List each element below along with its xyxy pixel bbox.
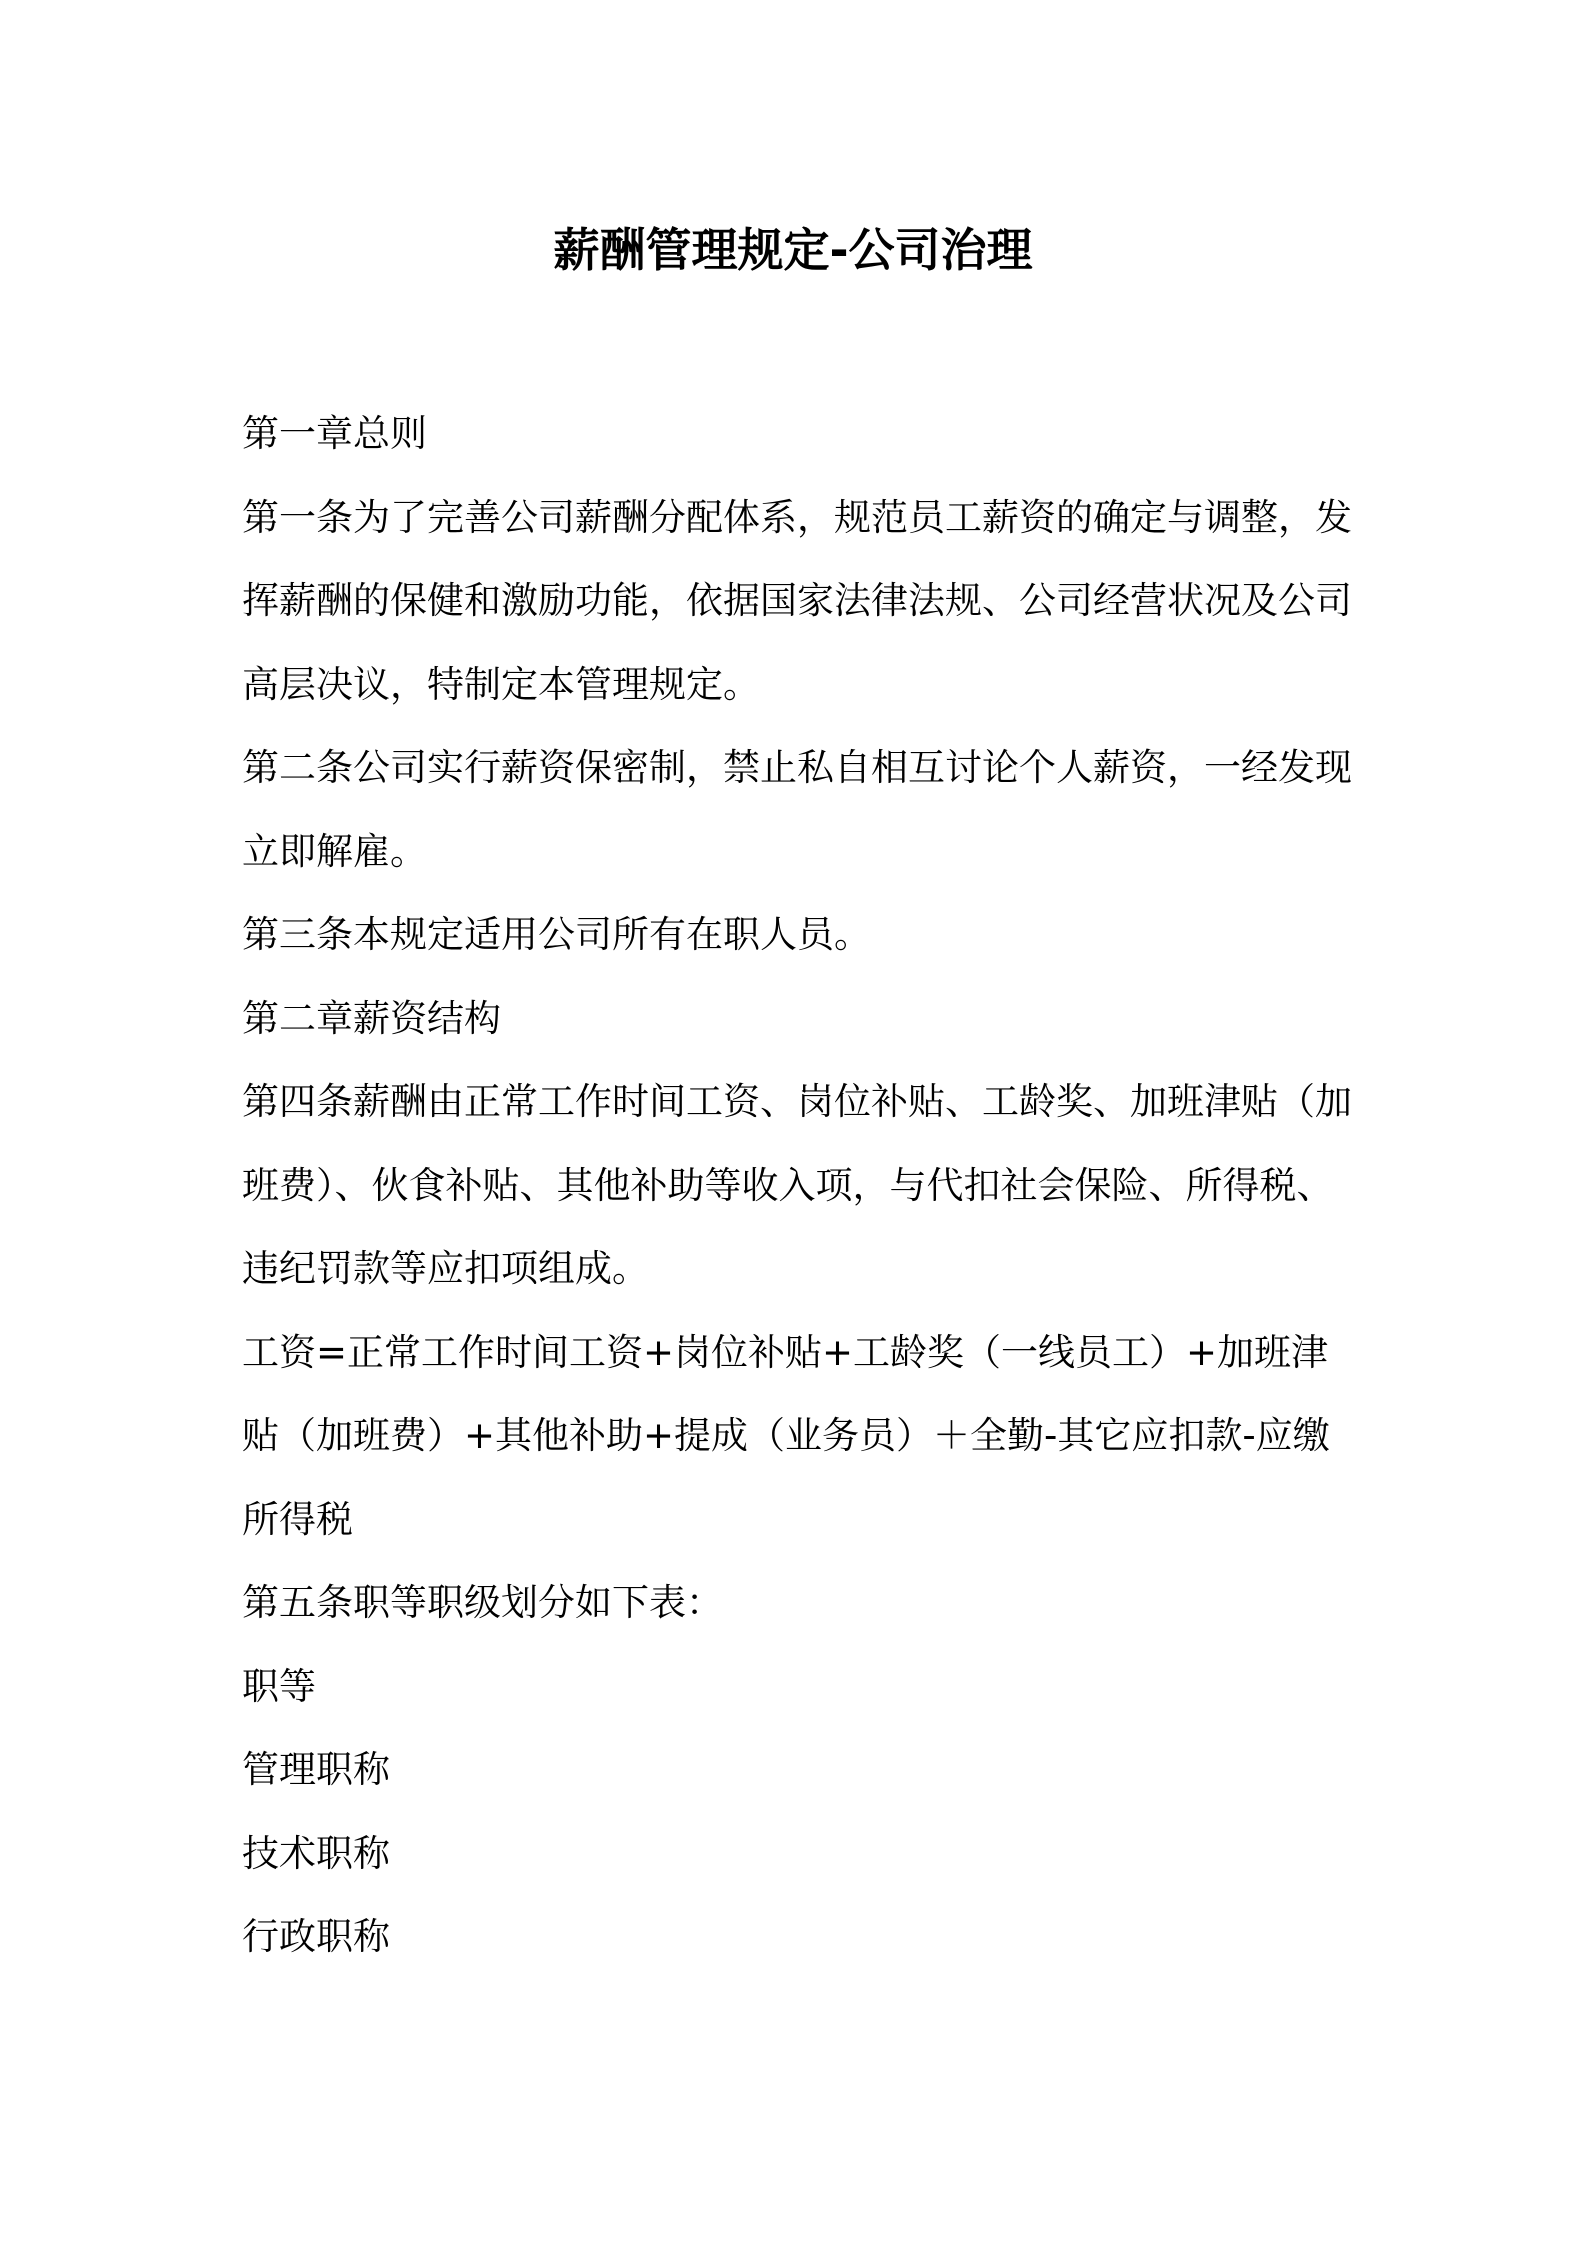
article-4: 第四条薪酬由正常工作时间工资、岗位补贴、工龄奖、加班津贴（加班费）、伙食补贴、其他补助等收入项，与代扣社会保险、所得税、违纪罚款等应扣项组成。 bbox=[242, 1080, 1352, 1290]
technical-title-label: 技术职称 bbox=[242, 1831, 390, 1875]
chapter-2-heading: 第二章薪资结构 bbox=[242, 996, 501, 1040]
article-3: 第三条本规定适用公司所有在职人员。 bbox=[242, 913, 871, 956]
chapter-1-heading: 第一章总则 bbox=[242, 412, 427, 455]
article-1: 第一条为了完善公司薪酬分配体系，规范员工薪资的确定与调整，发挥薪酬的保健和激励功能，依据国家法律法规、公司经营状况及公司高层决议，特制定本管理规定。 bbox=[242, 495, 1352, 706]
document-body bbox=[242, 392, 1362, 1979]
grade-label: 职等 bbox=[242, 1664, 316, 1708]
management-title-label: 管理职称 bbox=[242, 1748, 390, 1791]
administrative-title-label: 行政职称 bbox=[242, 1915, 390, 1958]
article-2: 第二条公司实行薪资保密制，禁止私自相互讨论个人薪资，一经发现立即解雇。 bbox=[242, 746, 1352, 873]
document-title: 薪酬管理规定-公司治理 bbox=[553, 223, 1033, 277]
salary-formula: 工资=正常工作时间工资+岗位补贴+工龄奖（一线员工）+加班津贴（加班费）+其他补助+提成（业务员）＋全勤-其它应扣款-应缴所得税 bbox=[242, 1330, 1330, 1541]
article-5: 第五条职等职级划分如下表： bbox=[242, 1581, 723, 1624]
